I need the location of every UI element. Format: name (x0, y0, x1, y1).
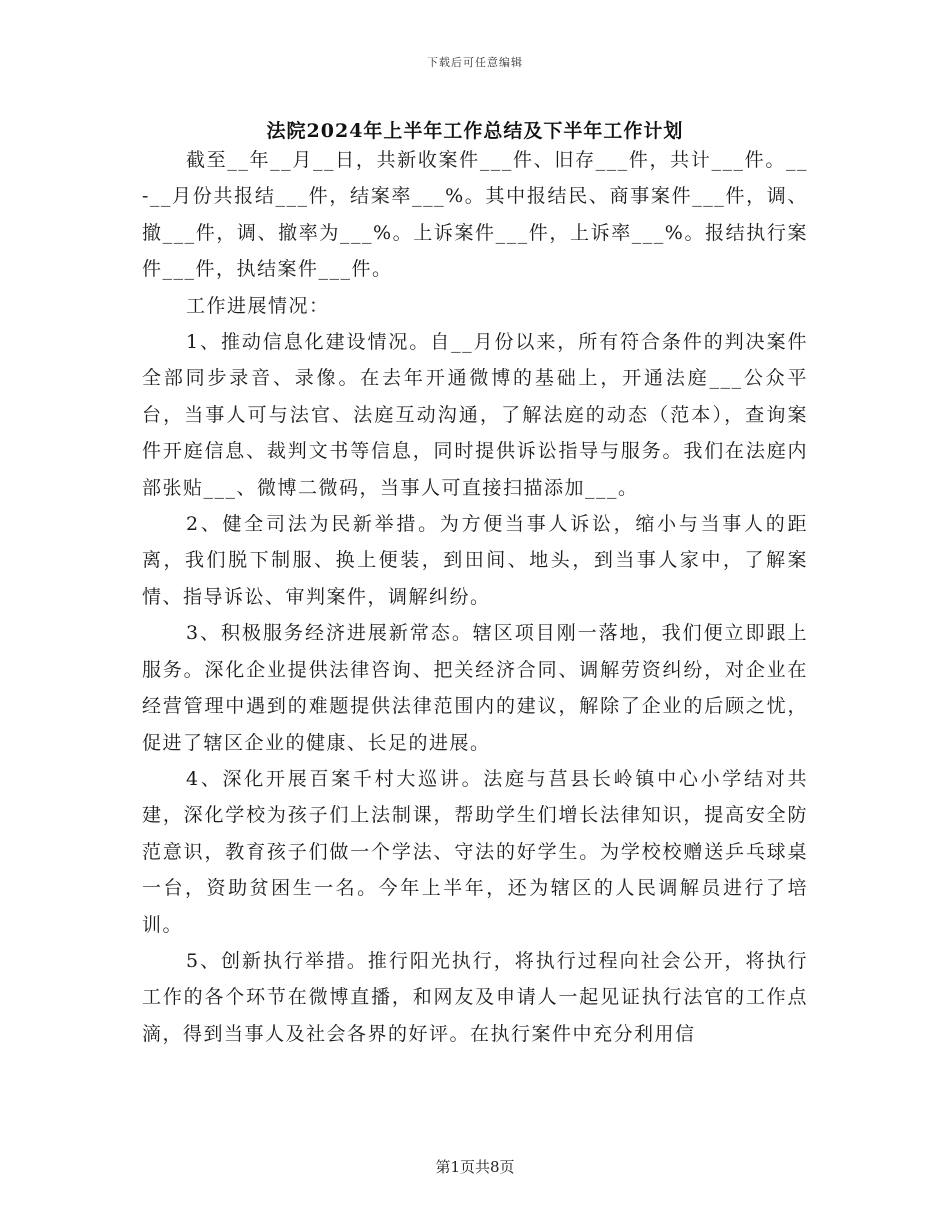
paragraph-case-statistics: 截至__年__月__日，共新收案件___件、旧存___件，共计___件。__-__月份共报结___件，结案率___%。其中报结民、商事案件___件，调、撤___件，调、撤率为___%。上诉案件___件，上诉率___%。报结执行案件___件，执结案件___件。 (142, 149, 808, 281)
document-body (142, 142, 808, 1052)
paragraph-item-5: 5、创新执行举措。推行阳光执行，将执行过程向社会公开，将执行工作的各个环节在微博直播，和网友及申请人一起见证执行法官的工作点滴，得到当事人及社会各界的好评。在执行案件中充分利用信 (142, 949, 808, 1045)
header-note: 下载后可任意编辑 (427, 56, 523, 69)
page-footer: 第1页共8页 (435, 1158, 515, 1176)
document-title: 法院2024年上半年工作总结及下半年工作计划 (266, 120, 684, 142)
paragraph-item-3: 3、积极服务经济进展新常态。辖区项目刚一落地，我们便立即跟上服务。深化企业提供法律咨询、把关经济合同、调解劳资纠纷，对企业在经营管理中遇到的难题提供法律范围内的建议，解除了企业的后顾之忧，促进了辖区企业的健康、长足的进展。 (142, 622, 808, 754)
paragraph-progress-heading: 工作进展情况： (186, 294, 330, 317)
paragraph-item-4: 4、深化开展百案千村大巡讲。法庭与莒县长岭镇中心小学结对共建，深化学校为孩子们上法制课，帮助学生们增长法律知识，提高安全防范意识，教育孩子们做一个学法、守法的好学生。为学校校赠送乒乓球桌一台，资助贫困生一名。今年上半年，还为辖区的人民调解员进行了培训。 (142, 767, 808, 936)
paragraph-item-2: 2、健全司法为民新举措。为方便当事人诉讼，缩小与当事人的距离，我们脱下制服、换上便装，到田间、地头，到当事人家中，了解案情、指导诉讼、审判案件，调解纠纷。 (142, 513, 808, 608)
paragraph-item-1: 1、推动信息化建设情况。自__月份以来，所有符合条件的判决案件全部同步录音、录像。在去年开通微博的基础上，开通法庭___公众平台，当事人可与法官、法庭互动沟通，了解法庭的动态（范本），查询案件开庭信息、裁判文书等信息，同时提供诉讼指导与服务。我们在法庭内部张贴___、微博二微码，当事人可直接扫描添加___。 (142, 331, 808, 499)
